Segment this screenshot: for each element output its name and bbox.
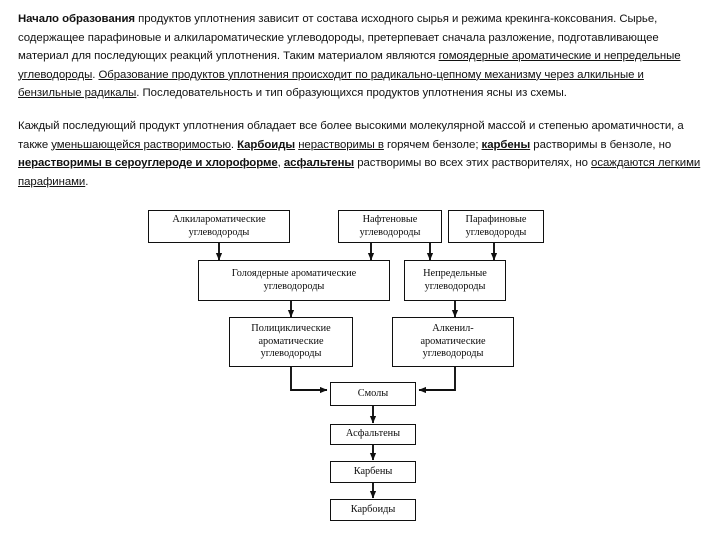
text-run-normal: растворимы в бензоле, но — [530, 138, 672, 151]
diagram-connectors — [0, 196, 720, 540]
node-line: углеводороды — [465, 226, 527, 238]
text-run-underline: уменьшающейся растворимостью — [51, 138, 231, 151]
node-line: Алкенил- — [432, 323, 474, 335]
text-run-underline: гомоядерные ароматические и непредельные углеводороды — [18, 50, 681, 81]
article-text — [18, 10, 706, 191]
node-line: Карбены — [353, 465, 393, 477]
text-run-normal: горячем бензоле; — [383, 138, 482, 151]
text-run-normal: . — [230, 138, 238, 151]
node-line: Полициклические — [251, 323, 331, 335]
flow-diagram — [0, 196, 720, 540]
text-run-underline: осаждаются легкими парафинами — [18, 157, 701, 188]
diagram-node-karboidy — [330, 499, 416, 521]
diagram-node-policiklicheskie — [229, 317, 353, 367]
text-run-bold-underline: карбены — [481, 138, 531, 151]
node-line: ароматические — [420, 335, 486, 347]
diagram-node-nepredelnye — [404, 260, 506, 301]
node-line: Алкилароматические — [172, 214, 266, 226]
text-run-underline: Образование продуктов уплотнения происходит по радикально-цепному механизму через алкильные и бензильные радикалы — [18, 68, 644, 100]
paragraph-2 — [18, 117, 706, 191]
node-line: углеводороды — [424, 280, 486, 292]
node-line: Непредельные — [423, 268, 487, 280]
node-line: Карбоиды — [350, 503, 396, 515]
text-run-bold: Начало образования — [18, 13, 136, 25]
diagram-node-parafinovye — [448, 210, 544, 243]
text-run-bold-underline: Карбоиды — [237, 138, 296, 151]
node-line: Нафтеновые — [362, 214, 418, 226]
diagram-node-naftenovye — [338, 210, 442, 243]
diagram-node-smoly — [330, 382, 416, 406]
text-run-normal: растворимы во всех этих растворителях, но — [354, 157, 592, 170]
node-line: углеводороды — [188, 226, 250, 238]
node-line: Смолы — [357, 387, 389, 399]
diagram-node-karbeny — [330, 461, 416, 483]
node-line: углеводороды — [359, 226, 421, 238]
node-line: углеводороды — [422, 348, 484, 360]
text-run-normal: . — [85, 175, 89, 188]
text-run-underline: нерастворимы в — [298, 138, 384, 151]
diagram-node-alkilaromatic — [148, 210, 290, 243]
paragraph-1 — [18, 10, 706, 103]
text-run-normal: . — [92, 68, 99, 81]
text-run-normal: , — [277, 157, 284, 170]
text-run-bold-underline: асфальтены — [283, 157, 355, 170]
node-line: Голоядерные ароматические — [231, 268, 357, 280]
text-run-normal: Каждый последующий продукт уплотнения обладает все более высокими молекулярной массой и степенью ароматичности, а также — [18, 119, 684, 151]
text-run-normal: . Последовательность и тип образующихся продуктов уплотнения ясны из схемы. — [136, 87, 567, 100]
node-line: углеводороды — [260, 348, 322, 360]
diagram-node-alkenil — [392, 317, 514, 367]
diagram-node-asfalteny — [330, 424, 416, 445]
node-line: ароматические — [258, 335, 324, 347]
text-run-normal: продуктов уплотнения зависит от состава исходного сырья и режима крекинга-коксования. Сырье, содержащее парафиновые и алкилароматические углеводороды, претерпевает сначала разложение, подготавливающее материал для последующих реакций уплотнения. Таким материалом являются — [18, 13, 659, 63]
node-line: Парафиновые — [465, 214, 527, 226]
node-line: Асфальтены — [345, 428, 401, 440]
node-line: углеводороды — [263, 280, 325, 292]
diagram-node-goloyadernye — [198, 260, 390, 301]
text-run-bold-underline: нерастворимы в сероуглероде и хлороформе — [18, 157, 278, 170]
